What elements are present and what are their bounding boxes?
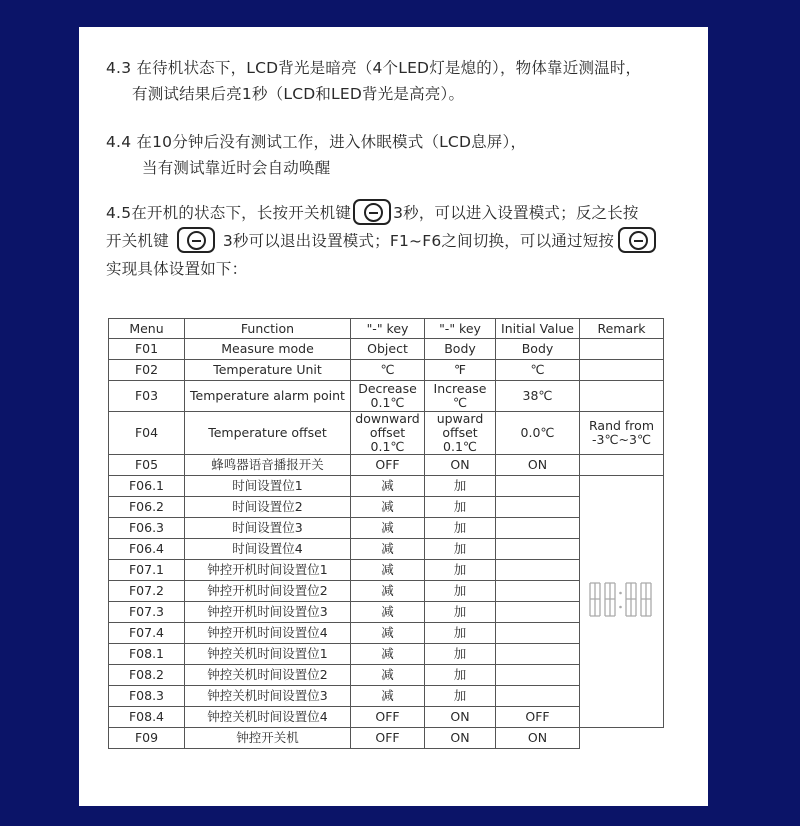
header-plus-key: "-" key [425, 319, 496, 339]
cell-function: 时间设置位3 [185, 518, 351, 539]
cell-plus: 加 [425, 602, 496, 623]
section-4-5 [106, 199, 658, 283]
cell-minus: 减 [351, 518, 425, 539]
section-4-5-line1 [106, 199, 658, 227]
cell-plus: 加 [425, 560, 496, 581]
header-menu: Menu [109, 319, 185, 339]
cell-plus: 加 [425, 665, 496, 686]
cell-initial [496, 518, 580, 539]
cell-initial [496, 581, 580, 602]
cell-plus: 加 [425, 518, 496, 539]
cell-plus: 加 [425, 476, 496, 497]
cell-function: 钟控关机时间设置位1 [185, 644, 351, 665]
cell-menu: F07.3 [109, 602, 185, 623]
settings-table [108, 318, 664, 749]
cell-initial [496, 665, 580, 686]
cell-menu: F08.2 [109, 665, 185, 686]
power-key-icon [618, 227, 656, 253]
cell-minus: ℃ [351, 360, 425, 381]
cell-minus: OFF [351, 707, 425, 728]
section-4-5-text-b: 3秒，可以进入设置模式；反之长按 [393, 204, 639, 222]
section-4-5-line3: 实现具体设置如下： [106, 260, 248, 278]
cell-plus: 加 [425, 623, 496, 644]
cell-initial: 38℃ [496, 381, 580, 412]
cell-minus: OFF [351, 455, 425, 476]
power-key-icon [353, 199, 391, 225]
cell-plus: 加 [425, 686, 496, 707]
cell-minus: 减 [351, 581, 425, 602]
cell-plus: 加 [425, 497, 496, 518]
header-initial-value: Initial Value [496, 319, 580, 339]
cell-initial [496, 560, 580, 581]
section-4-3-line2: 有测试结果后亮1秒（LCD和LED背光是高亮）。 [132, 85, 465, 103]
cell-initial [496, 644, 580, 665]
cell-function: Measure mode [185, 339, 351, 360]
cell-remark [580, 360, 664, 381]
cell-minus: 减 [351, 686, 425, 707]
cell-initial: ON [496, 455, 580, 476]
cell-plus: 加 [425, 539, 496, 560]
cell-menu: F09 [109, 728, 185, 749]
cell-menu: F05 [109, 455, 185, 476]
cell-initial: ℃ [496, 360, 580, 381]
section-4-4-line1: 4.4 在10分钟后没有测试工作，进入休眠模式（LCD息屏）， [106, 133, 527, 151]
cell-function: 蜂鸣器语音播报开关 [185, 455, 351, 476]
cell-function: 钟控开机时间设置位3 [185, 602, 351, 623]
cell-menu: F04 [109, 412, 185, 455]
table-row [109, 476, 664, 497]
cell-menu: F06.2 [109, 497, 185, 518]
cell-minus: Object [351, 339, 425, 360]
table-row [109, 339, 664, 360]
section-4-3 [106, 55, 641, 107]
cell-menu: F06.3 [109, 518, 185, 539]
cell-minus: 减 [351, 602, 425, 623]
cell-function: 时间设置位1 [185, 476, 351, 497]
cell-plus: Increase ℃ [425, 381, 496, 412]
cell-remark-display [580, 476, 664, 728]
cell-plus: ON [425, 728, 496, 749]
section-4-5-text-c: 开关机键 [106, 232, 169, 250]
section-4-5-line2 [106, 227, 658, 255]
cell-initial: ON [496, 728, 580, 749]
manual-page [79, 27, 708, 806]
cell-function: 钟控开机时间设置位1 [185, 560, 351, 581]
cell-menu: F08.1 [109, 644, 185, 665]
cell-function: 时间设置位4 [185, 539, 351, 560]
cell-minus: 减 [351, 665, 425, 686]
cell-menu: F02 [109, 360, 185, 381]
cell-initial [496, 686, 580, 707]
cell-menu: F06.1 [109, 476, 185, 497]
cell-menu: F07.4 [109, 623, 185, 644]
cell-minus: downward offset 0.1℃ [351, 412, 425, 455]
cell-plus: upward offset 0.1℃ [425, 412, 496, 455]
header-function: Function [185, 319, 351, 339]
cell-remark [580, 339, 664, 360]
section-4-5-text-d: 3秒可以退出设置模式；F1~F6之间切换，可以通过短按 [222, 232, 615, 250]
cell-function: 钟控开关机 [185, 728, 351, 749]
table-row [109, 412, 664, 455]
table-row [109, 728, 664, 749]
table-row [109, 360, 664, 381]
cell-minus: 减 [351, 539, 425, 560]
cell-function: 钟控关机时间设置位3 [185, 686, 351, 707]
cell-remark: Rand from -3℃~3℃ [580, 412, 664, 455]
cell-function: 钟控关机时间设置位4 [185, 707, 351, 728]
cell-remark [580, 381, 664, 412]
section-4-5-text-a: 4.5在开机的状态下，长按开关机键 [106, 204, 352, 222]
cell-initial: 0.0℃ [496, 412, 580, 455]
cell-menu: F07.1 [109, 560, 185, 581]
cell-initial [496, 623, 580, 644]
cell-function: Temperature offset [185, 412, 351, 455]
table-row [109, 455, 664, 476]
cell-menu: F08.3 [109, 686, 185, 707]
cell-initial [496, 497, 580, 518]
cell-function: 钟控开机时间设置位2 [185, 581, 351, 602]
power-key-icon [177, 227, 215, 253]
cell-initial [496, 539, 580, 560]
cell-plus: ON [425, 455, 496, 476]
cell-minus: 减 [351, 497, 425, 518]
cell-minus: 减 [351, 476, 425, 497]
header-remark: Remark [580, 319, 664, 339]
cell-plus: Body [425, 339, 496, 360]
cell-menu: F03 [109, 381, 185, 412]
cell-function: Temperature Unit [185, 360, 351, 381]
cell-initial: OFF [496, 707, 580, 728]
cell-function: Temperature alarm point [185, 381, 351, 412]
cell-function: 钟控关机时间设置位2 [185, 665, 351, 686]
cell-minus: OFF [351, 728, 425, 749]
cell-plus: ℉ [425, 360, 496, 381]
cell-minus: 减 [351, 644, 425, 665]
cell-menu: F07.2 [109, 581, 185, 602]
section-4-4 [106, 129, 526, 181]
cell-initial [496, 476, 580, 497]
cell-initial [496, 602, 580, 623]
cell-minus: 减 [351, 623, 425, 644]
cell-minus: 减 [351, 560, 425, 581]
cell-plus: ON [425, 707, 496, 728]
cell-function: 时间设置位2 [185, 497, 351, 518]
cell-function: 钟控开机时间设置位4 [185, 623, 351, 644]
cell-menu: F08.4 [109, 707, 185, 728]
cell-menu: F06.4 [109, 539, 185, 560]
cell-remark [580, 455, 664, 476]
table-header-row [109, 319, 664, 339]
cell-menu: F01 [109, 339, 185, 360]
table-row [109, 381, 664, 412]
section-4-3-line1: 4.3 在待机状态下，LCD背光是暗亮（4个LED灯是熄的），物体靠近测温时， [106, 59, 642, 77]
header-minus-key: "-" key [351, 319, 425, 339]
cell-minus: Decrease 0.1℃ [351, 381, 425, 412]
cell-initial: Body [496, 339, 580, 360]
cell-plus: 加 [425, 581, 496, 602]
cell-plus: 加 [425, 644, 496, 665]
section-4-4-line2: 当有测试靠近时会自动唤醒 [142, 159, 331, 177]
seven-segment-display-icon [587, 580, 657, 620]
